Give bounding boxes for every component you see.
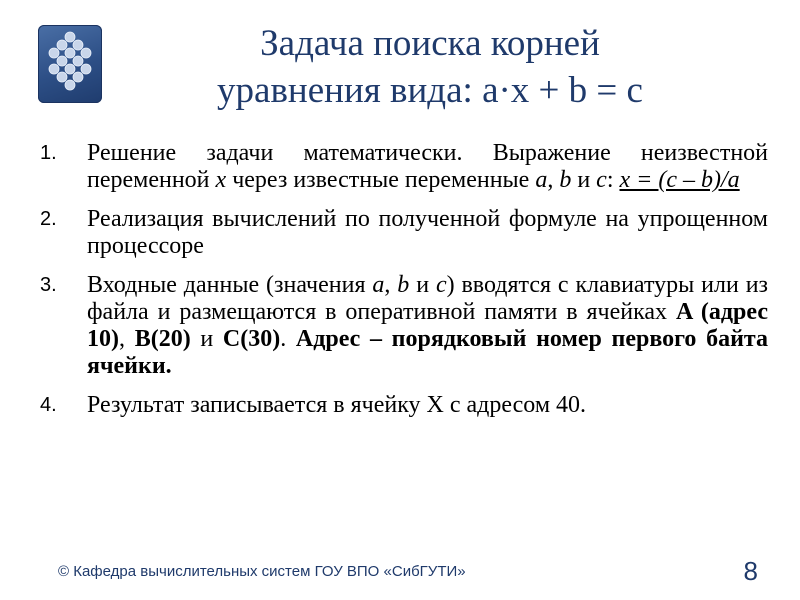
italic-variable: a [372,272,385,298]
text-segment: и [409,272,436,298]
list-item-text [87,140,768,194]
bold-text: A (адрес 10) [87,299,768,352]
footer-text: © Кафедра вычислительных систем ГОУ ВПО «СибГУТИ» [58,563,466,580]
bold-text: B(20) [134,326,191,352]
text-segment: через известные переменные [226,167,536,193]
list-item-number: 1. [40,142,57,164]
text-segment: , [384,272,398,298]
text-segment: Входные данные (значения [87,272,373,298]
list-item [40,206,768,260]
content [40,140,768,431]
text-segment: , [119,326,135,352]
bold-text: C(30) [222,326,281,352]
text-segment: ) вводятся с клавиатуры или из файла и размещаются в оперативной памяти в ячейках [87,272,769,325]
list-item-number: 2. [40,208,57,230]
list-item [40,272,768,380]
list-item-text [87,206,768,260]
title-line-1: Задача поиска корней [260,23,600,64]
text-segment: и [571,167,597,193]
list-item [40,392,768,419]
text-segment: и [190,326,223,352]
list-item-number: 3. [40,274,57,296]
page-number: 8 [743,556,758,586]
list-item-text [87,272,768,380]
list-item [40,140,768,194]
italic-variable: b [559,167,572,193]
title-line-2: уравнения вида: a·x + b = c [217,70,643,111]
numbered-list [40,140,768,419]
bold-text: Адрес – порядковый номер первого байта ячейки. [87,326,769,379]
text-segment: . [280,326,296,352]
italic-variable: b [397,272,410,298]
text-segment: Реализация вычислений по полученной формуле на упрощенном процессоре [87,206,768,259]
text-segment: Результат записывается в ячейку X с адресом 40. [87,392,587,418]
text-segment: : [606,167,620,193]
slide-title [150,20,710,114]
university-logo-icon [38,25,102,103]
list-item-number: 4. [40,394,57,416]
text-segment: Решение задачи математически. Выражение неизвестной переменной [87,140,768,193]
text-segment: , [547,167,560,193]
italic-variable: c [596,167,607,193]
italic-variable: a [535,167,548,193]
list-item-text [87,392,768,419]
formula-text: x = (c – b)/a [619,167,740,193]
italic-variable: c [435,272,447,298]
italic-variable: x [215,167,227,193]
